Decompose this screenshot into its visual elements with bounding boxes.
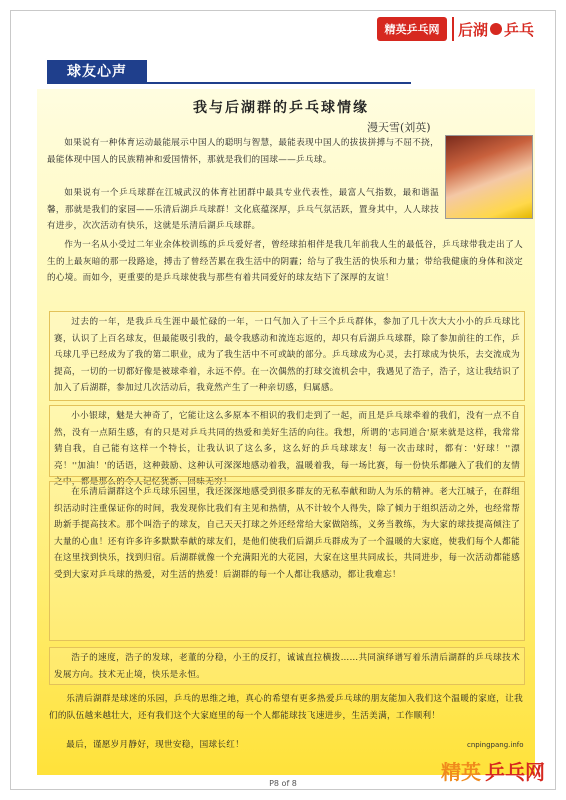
box-2-text: 小小银球，魅是大神奇了，它能让这么多原本不相识的我们走到了一起，而且是乒乓球牵着的我们，没有一点不自然，没有一点陌生感，有的只是对乒乓共同的热爱和美好生活的向往。我想，所谓的'志同道合'原来就是这样，我常常猜自我，自己能有这样一个特长，让我认识了这么多，这么好的乒乓球球友！每一次击球时，都有：'好球！''漂亮！''加油！'的话语，这种鼓励、这种认可深深地感动着我，温暖着我，每一场比赛，每一份快乐都融入了我们的友情之中，都是那么的令人记忆犹新、回味无穷！ [54,411,520,488]
paragraph-2: 如果说有一个乒乓球群在江城武汉的体育社团群中最具专业代表性，最富人气指数，最和谐温馨，那就是我们的家园——乐清后湖乒乓球群！文化底蕴深厚，乒乓气氛活跃，置身其中，人人球技有进步，次次活动有快乐，这就是乐清后湖乒乓球群。 [47,188,439,232]
article-title: 我与后湖群的乒乓球情缘 [193,100,369,116]
site-url[interactable]: cnpingpang.info [467,741,524,749]
box-3-text: 在乐清后湖群这个乒乓球乐园里，我还深深地感受到很多群友的无私奉献和助人为乐的精神。老大江城子，在群组织活动时注重保证你的时间，我发现你比我们有主见和热情，从不计较个人得失，除了倾力于组织活动之外，也经常帮助新手提高技术。那个叫浩子的球友，自己天天打球之外还经常给大家做陪练，义务当教练，为大家的球技提高倾注了大量的心血！还有许多许多默默奉献的球友们，是他们使我们后湖乒乓群成为了一个温暖的大家庭，使我们每个人都能在这里找到快乐，找到归宿。后湖群就像一个充满阳光的大花园，大家在这里共同成长，共同进步，每一次活动都能感受到大家对乒乓球的热爱，对生活的热爱！后湖群的每一个人都让我感动，都让我难忘！ [54,487,520,580]
watermark-text-2: 乒乓网 [485,759,545,784]
quote-box-3 [49,481,525,641]
paragraph-3: 作为一名从小受过二年业余体校训练的乒乓爱好者，曾经球拍相伴是我几年前我人生的最低谷，乒乓球带我走出了人生的上最灰暗的那一段路途，搏击了曾经苦累在我生活中的阴霾；给与了我生活的快乐和力量；带给我健康的身体和淡定的心境。而如今，更重要的是乒乓球使我与那些有着共同爱好的球友结下了深厚的友谊！ [47,240,523,284]
signoff-line: 最后，谨愿岁月静好，现世安稳，国球长红！ [66,740,245,750]
box-1-text: 过去的一年，是我乒乓生涯中最忙碌的一年，一口气加入了十三个乒乓群体，参加了几十次大大小小的乒乓球比赛，认识了上百名球友，但最能吸引我的，最令我感动和流连忘返的，却只有后湖乒乓球群，除了参加前往的工作，乒乓球几乎已经成为了我的第二职业，成为了我生活中不可或缺的部分。乒乓球成为心灵，去打球成为快乐，去交流成为提高，一切的一切都好像是被球牵着，永远不停。在一次偶然的打球交流机会中，我遇见了浩子，浩子，这让我结识了加入了后湖群，参加过几次活动后，我竟然产生了一种亲切感，归属感。 [54,317,520,394]
logo-separator [452,17,454,41]
section-divider [47,82,411,84]
club-logo-text: 后湖 [458,20,489,39]
article-author: 漫天雪(刘英) [367,121,431,134]
section-label: 球友心声 [47,60,147,82]
document-page [10,10,556,790]
club-logo-suffix: 乒乓 [504,20,535,39]
quote-box-1 [49,311,525,401]
box-4-text: 浩子的速度，浩子的发球，老董的分稳，小王的反打，诚诚直拉横拨……共同演绎谱写着乐清后湖群的乒乓球技术发展方向。技术无止境，快乐是永恒。 [54,653,520,680]
quote-box-2 [49,405,525,488]
ping-pong-ball-icon [490,23,502,35]
header-bar [11,11,555,45]
club-logo [458,18,544,40]
quote-box-4 [49,647,525,685]
author-photo [445,135,533,219]
page-number: P8 of 8 [269,779,297,788]
paragraph-1: 如果说有一种体育运动最能展示中国人的聪明与智慧，最能表现中国人的拔拔拼搏与不屈不挠，最能体现中国人的民族精神和爱国情怀，那就是我们的国球——乒乓球。 [47,138,439,165]
site-logo[interactable]: 精英乒乓网 [377,17,447,41]
closing-paragraph: 乐清后湖群是球迷的乐园，乒乓的思维之地，真心的希望有更多热爱乒乓球的朋友能加入我们这个温暖的家庭，让我们的队伍越来越壮大，还有我们这个大家庭里的每一个人都能球技飞速进步，生活美满，工作顺利！ [49,694,523,721]
watermark-text-1: 精英 [441,759,481,784]
